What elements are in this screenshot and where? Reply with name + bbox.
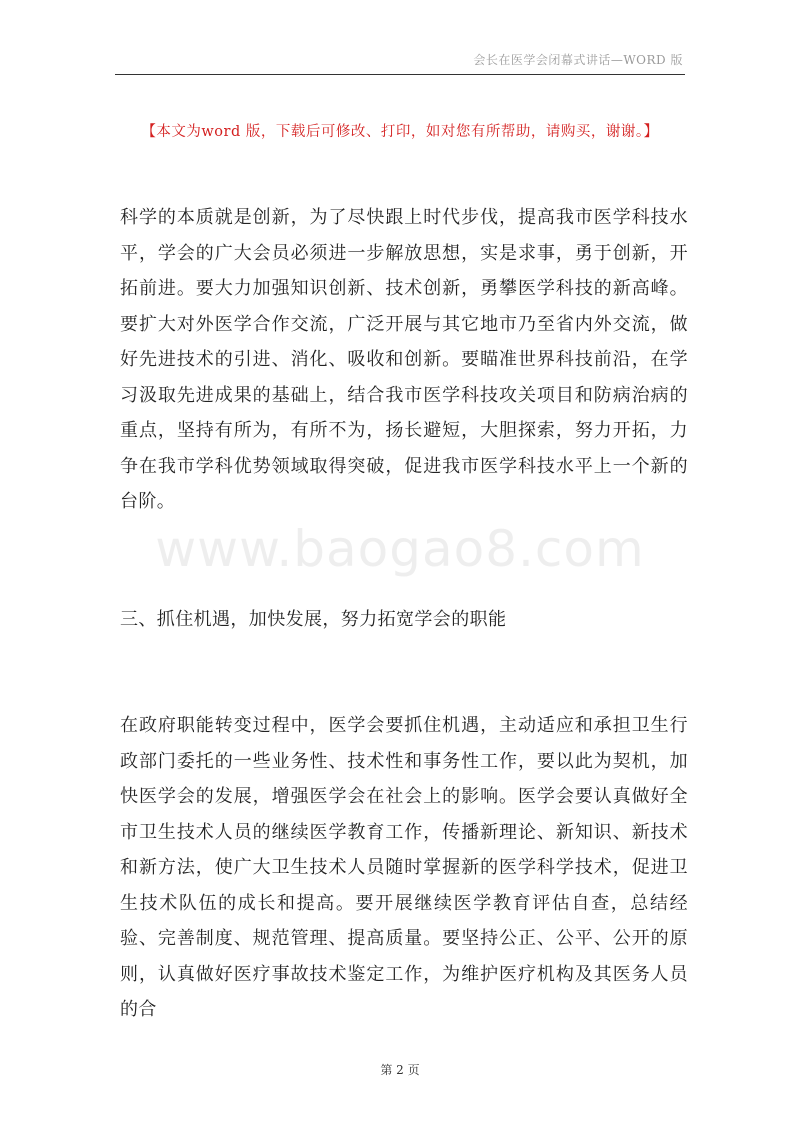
- watermark: www.baogao8.com: [155, 520, 645, 578]
- header-title: 会长在医学会闭幕式讲话—WORD 版: [473, 53, 683, 67]
- body-paragraph-2: 在政府职能转变过程中，医学会要抓住机遇，主动适应和承担卫生行政部门委托的一些业务性、技术性和事务性工作，要以此为契机，加快医学会的发展，增强医学会在社会上的影响。医学会要认真做好全市卫生技术人员的继续医学教育工作，传播新理论、新知识、新技术和新方法，使广大卫生技术人员随时掌握新的医学科学技术，促进卫生技术队伍的成长和提高。要开展继续医学教育评估自查，总结经验、完善制度、规范管理、提高质量。要坚持公正、公平、公开的原则，认真做好医疗事故技术鉴定工作，为维护医疗机构及其医务人员的合: [120, 715, 688, 1020]
- body-paragraph-1: 科学的本质就是创新，为了尽快跟上时代步伐，提高我市医学科技水平，学会的广大会员必须进一步解放思想，实是求事，勇于创新，开拓前进。要大力加强知识创新、技术创新，勇攀医学科技的新高峰。要扩大对外医学合作交流，广泛开展与其它地市乃至省内外交流，做好先进技术的引进、消化、吸收和创新。要瞄准世界科技前沿，在学习汲取先进成果的基础上，结合我市医学科技攻关项目和防病治病的重点，坚持有所为，有所不为，扬长避短，大胆探索，努力开拓，力争在我市学科优势领域取得突破，促进我市医学科技水平上一个新的台阶。: [120, 207, 688, 512]
- section-heading: 三、抓住机遇，加快发展，努力拓宽学会的职能: [120, 609, 507, 630]
- header-divider: [115, 74, 685, 75]
- purchase-notice: 【本文为word 版，下载后可修改、打印，如对您有所帮助，请购买，谢谢。】: [141, 124, 659, 140]
- page-number: 第 2 页: [380, 1063, 420, 1077]
